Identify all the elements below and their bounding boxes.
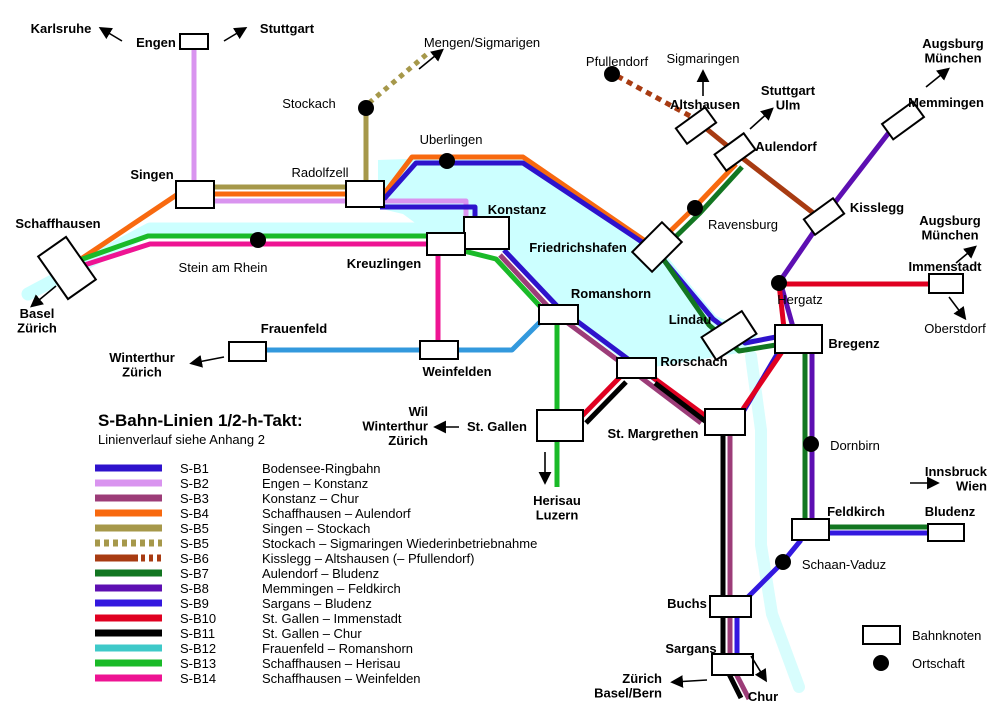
- label-bregenz: Bregenz: [828, 336, 880, 351]
- arrow-augsburg-muenchen-nord: [926, 70, 947, 87]
- label-feldkirch: Feldkirch: [827, 504, 885, 519]
- legend-row-route-5: Stockach – Sigmaringen Wiederinbetriebnahme: [262, 536, 538, 551]
- legend-row-route-10: St. Gallen – Immenstadt: [262, 611, 402, 626]
- legend-row-id-11: S-B11: [180, 626, 216, 641]
- arrow-karlsruhe: [102, 29, 122, 41]
- station-box-kreuzlingen: [427, 233, 465, 255]
- label-karlsruhe: Karlsruhe: [30, 21, 92, 36]
- label-stuttgart-ulm: Stuttgart Ulm: [760, 83, 816, 113]
- label-lindau: Lindau: [668, 312, 712, 327]
- symbol-ortschaft-label: Ortschaft: [912, 656, 965, 671]
- legend-row-route-1: Engen – Konstanz: [262, 476, 369, 491]
- arrow-stuttgart-ulm: [750, 110, 771, 129]
- legend-row-id-1: S-B2: [180, 476, 209, 491]
- station-box-bregenz: [775, 325, 822, 353]
- legend-row-route-12: Frauenfeld – Romanshorn: [262, 641, 414, 656]
- legend-row-route-2: Konstanz – Chur: [262, 491, 359, 506]
- label-stein-am-rhein: Stein am Rhein: [178, 260, 268, 275]
- label-frauenfeld: Frauenfeld: [260, 321, 328, 336]
- legend-row-route-9: Sargans – Bludenz: [262, 596, 372, 611]
- label-chur: Chur: [747, 689, 779, 704]
- station-box-singen: [176, 181, 214, 208]
- label-bludenz: Bludenz: [924, 504, 976, 519]
- station-box-altshausen: [676, 107, 716, 144]
- legend-row-id-3: S-B4: [180, 506, 209, 521]
- station-box-sargans: [712, 654, 753, 675]
- symbol-bahnknoten-label: Bahnknoten: [912, 628, 982, 643]
- label-rorschach: Rorschach: [660, 354, 728, 369]
- station-box-feldkirch: [792, 519, 829, 540]
- label-schaan-vaduz: Schaan-Vaduz: [801, 557, 887, 572]
- label-singen: Singen: [130, 167, 174, 182]
- legend-row-route-8: Memmingen – Feldkirch: [262, 581, 401, 596]
- legend-row-id-2: S-B3: [180, 491, 209, 506]
- legend-row-id-9: S-B9: [180, 596, 209, 611]
- station-box-engen: [180, 34, 208, 49]
- label-kisslegg: Kisslegg: [849, 200, 905, 215]
- arrow-zuerich-basel-bern: [674, 680, 707, 682]
- legend-row-id-6: S-B6: [180, 551, 209, 566]
- legend-row-id-13: S-B13: [180, 656, 217, 671]
- label-romanshorn: Romanshorn: [570, 286, 652, 301]
- legend-row-route-11: St. Gallen – Chur: [262, 626, 362, 641]
- line-s-b10-seg-1: [651, 376, 707, 417]
- legend-row-id-8: S-B8: [180, 581, 209, 596]
- legend-row-route-13: Schaffhausen – Herisau: [262, 656, 401, 671]
- label-konstanz: Konstanz: [487, 202, 547, 217]
- label-buchs: Buchs: [667, 596, 707, 611]
- label-sigmaringen: Sigmaringen: [666, 51, 740, 66]
- arrow-stuttgart: [224, 29, 244, 41]
- station-box-frauenfeld: [229, 342, 266, 361]
- place-dot-hergatz: [771, 275, 787, 291]
- legend-row-route-0: Bodensee-Ringbahn: [262, 461, 381, 476]
- station-box-bludenz: [928, 524, 964, 541]
- station-box-weinfelden: [420, 341, 458, 359]
- legend-row-id-0: S-B1: [180, 461, 209, 476]
- label-oberstdorf: Oberstdorf: [924, 321, 986, 336]
- label-weinfelden: Weinfelden: [422, 364, 492, 379]
- label-stockach: Stockach: [282, 96, 336, 111]
- label-altshausen: Altshausen: [669, 97, 741, 112]
- legend-title: S-Bahn-Linien 1/2-h-Takt:: [98, 411, 303, 430]
- legend-row-route-4: Singen – Stockach: [262, 521, 371, 536]
- line-s-b11-seg-1: [655, 383, 709, 424]
- label-winterthur-zurich: Winterthur Zürich: [109, 350, 175, 380]
- label-uberlingen: Uberlingen: [419, 132, 483, 147]
- legend-subtitle: Linienverlauf siehe Anhang 2: [98, 432, 265, 447]
- label-dornbirn: Dornbirn: [830, 438, 880, 453]
- label-memmingen: Memmingen: [908, 95, 984, 110]
- label-augsburg-munchen: Augsburg München: [922, 36, 984, 66]
- line-s-b5-seg-1: [369, 54, 427, 103]
- station-box-st-margrethen: [705, 409, 745, 435]
- place-dot-ravensburg: [687, 200, 703, 216]
- station-box-konstanz: [464, 217, 509, 249]
- legend-row-id-14: S-B14: [180, 671, 217, 686]
- legend-row-id-12: S-B12: [180, 641, 217, 656]
- station-box-st-gallen: [537, 410, 583, 441]
- station-box-radolfzell: [346, 181, 384, 207]
- label-augsburg-munchen: Augsburg München: [919, 213, 981, 243]
- label-mengen-sigmarigen: Mengen/Sigmarigen: [423, 35, 541, 50]
- label-schaffhausen: Schaffhausen: [15, 216, 101, 231]
- legend-row-route-7: Aulendorf – Bludenz: [262, 566, 380, 581]
- place-dot-stein-am-rhein: [250, 232, 266, 248]
- label-friedrichshafen: Friedrichshafen: [529, 240, 627, 255]
- legend-row-route-14: Schaffhausen – Weinfelden: [262, 671, 421, 686]
- label-st-margrethen: St. Margrethen: [607, 426, 699, 441]
- legend-row-route-6: Kisslegg – Altshausen (– Pfullendorf): [262, 551, 475, 566]
- place-dot-stockach: [358, 100, 374, 116]
- arrow-oberstdorf: [949, 297, 964, 317]
- label-basel-zurich: Basel Zürich: [17, 306, 57, 336]
- label-stuttgart: Stuttgart: [259, 21, 315, 36]
- place-dot-dornbirn: [803, 436, 819, 452]
- label-aulendorf: Aulendorf: [755, 139, 817, 154]
- legend-row-id-4: S-B5: [180, 521, 209, 536]
- station-box-buchs: [710, 596, 751, 617]
- station-box-rorschach: [617, 358, 656, 378]
- legend-row-id-5: S-B5: [180, 536, 209, 551]
- station-box-romanshorn: [539, 305, 578, 324]
- label-pfullendorf: Pfullendorf: [585, 54, 649, 69]
- label-innsbruck-wien: Innsbruck Wien: [924, 464, 987, 494]
- arrow-winterthur-zuerich: [193, 357, 224, 363]
- place-dot-uberlingen: [439, 153, 455, 169]
- symbol-bahnknoten-box: [863, 626, 900, 644]
- station-box-kisslegg: [804, 198, 844, 235]
- legend-row-route-3: Schaffhausen – Aulendorf: [262, 506, 411, 521]
- label-radolfzell: Radolfzell: [291, 165, 349, 180]
- label-hergatz: Hergatz: [777, 292, 823, 307]
- label-ravensburg: Ravensburg: [707, 217, 779, 232]
- label-sargans: Sargans: [665, 641, 717, 656]
- label-st-gallen: St. Gallen: [467, 419, 527, 434]
- label-immenstadt: Immenstadt: [908, 259, 982, 274]
- label-zurich-basel-bern: Zürich Basel/Bern: [594, 671, 662, 701]
- place-dot-schaan-vaduz: [775, 554, 791, 570]
- symbol-ortschaft-dot: [873, 655, 889, 671]
- legend-row-id-10: S-B10: [180, 611, 217, 626]
- station-box-immenstadt: [929, 274, 963, 293]
- arrow-mengen-sigmarigen: [419, 51, 441, 69]
- label-herisau-luzern: Herisau Luzern: [533, 493, 581, 523]
- label-kreuzlingen: Kreuzlingen: [346, 256, 422, 271]
- label-engen: Engen: [136, 35, 176, 50]
- label-wil-winterthur-zurich: Wil Winterthur Zürich: [362, 404, 428, 448]
- legend-row-id-7: S-B7: [180, 566, 209, 581]
